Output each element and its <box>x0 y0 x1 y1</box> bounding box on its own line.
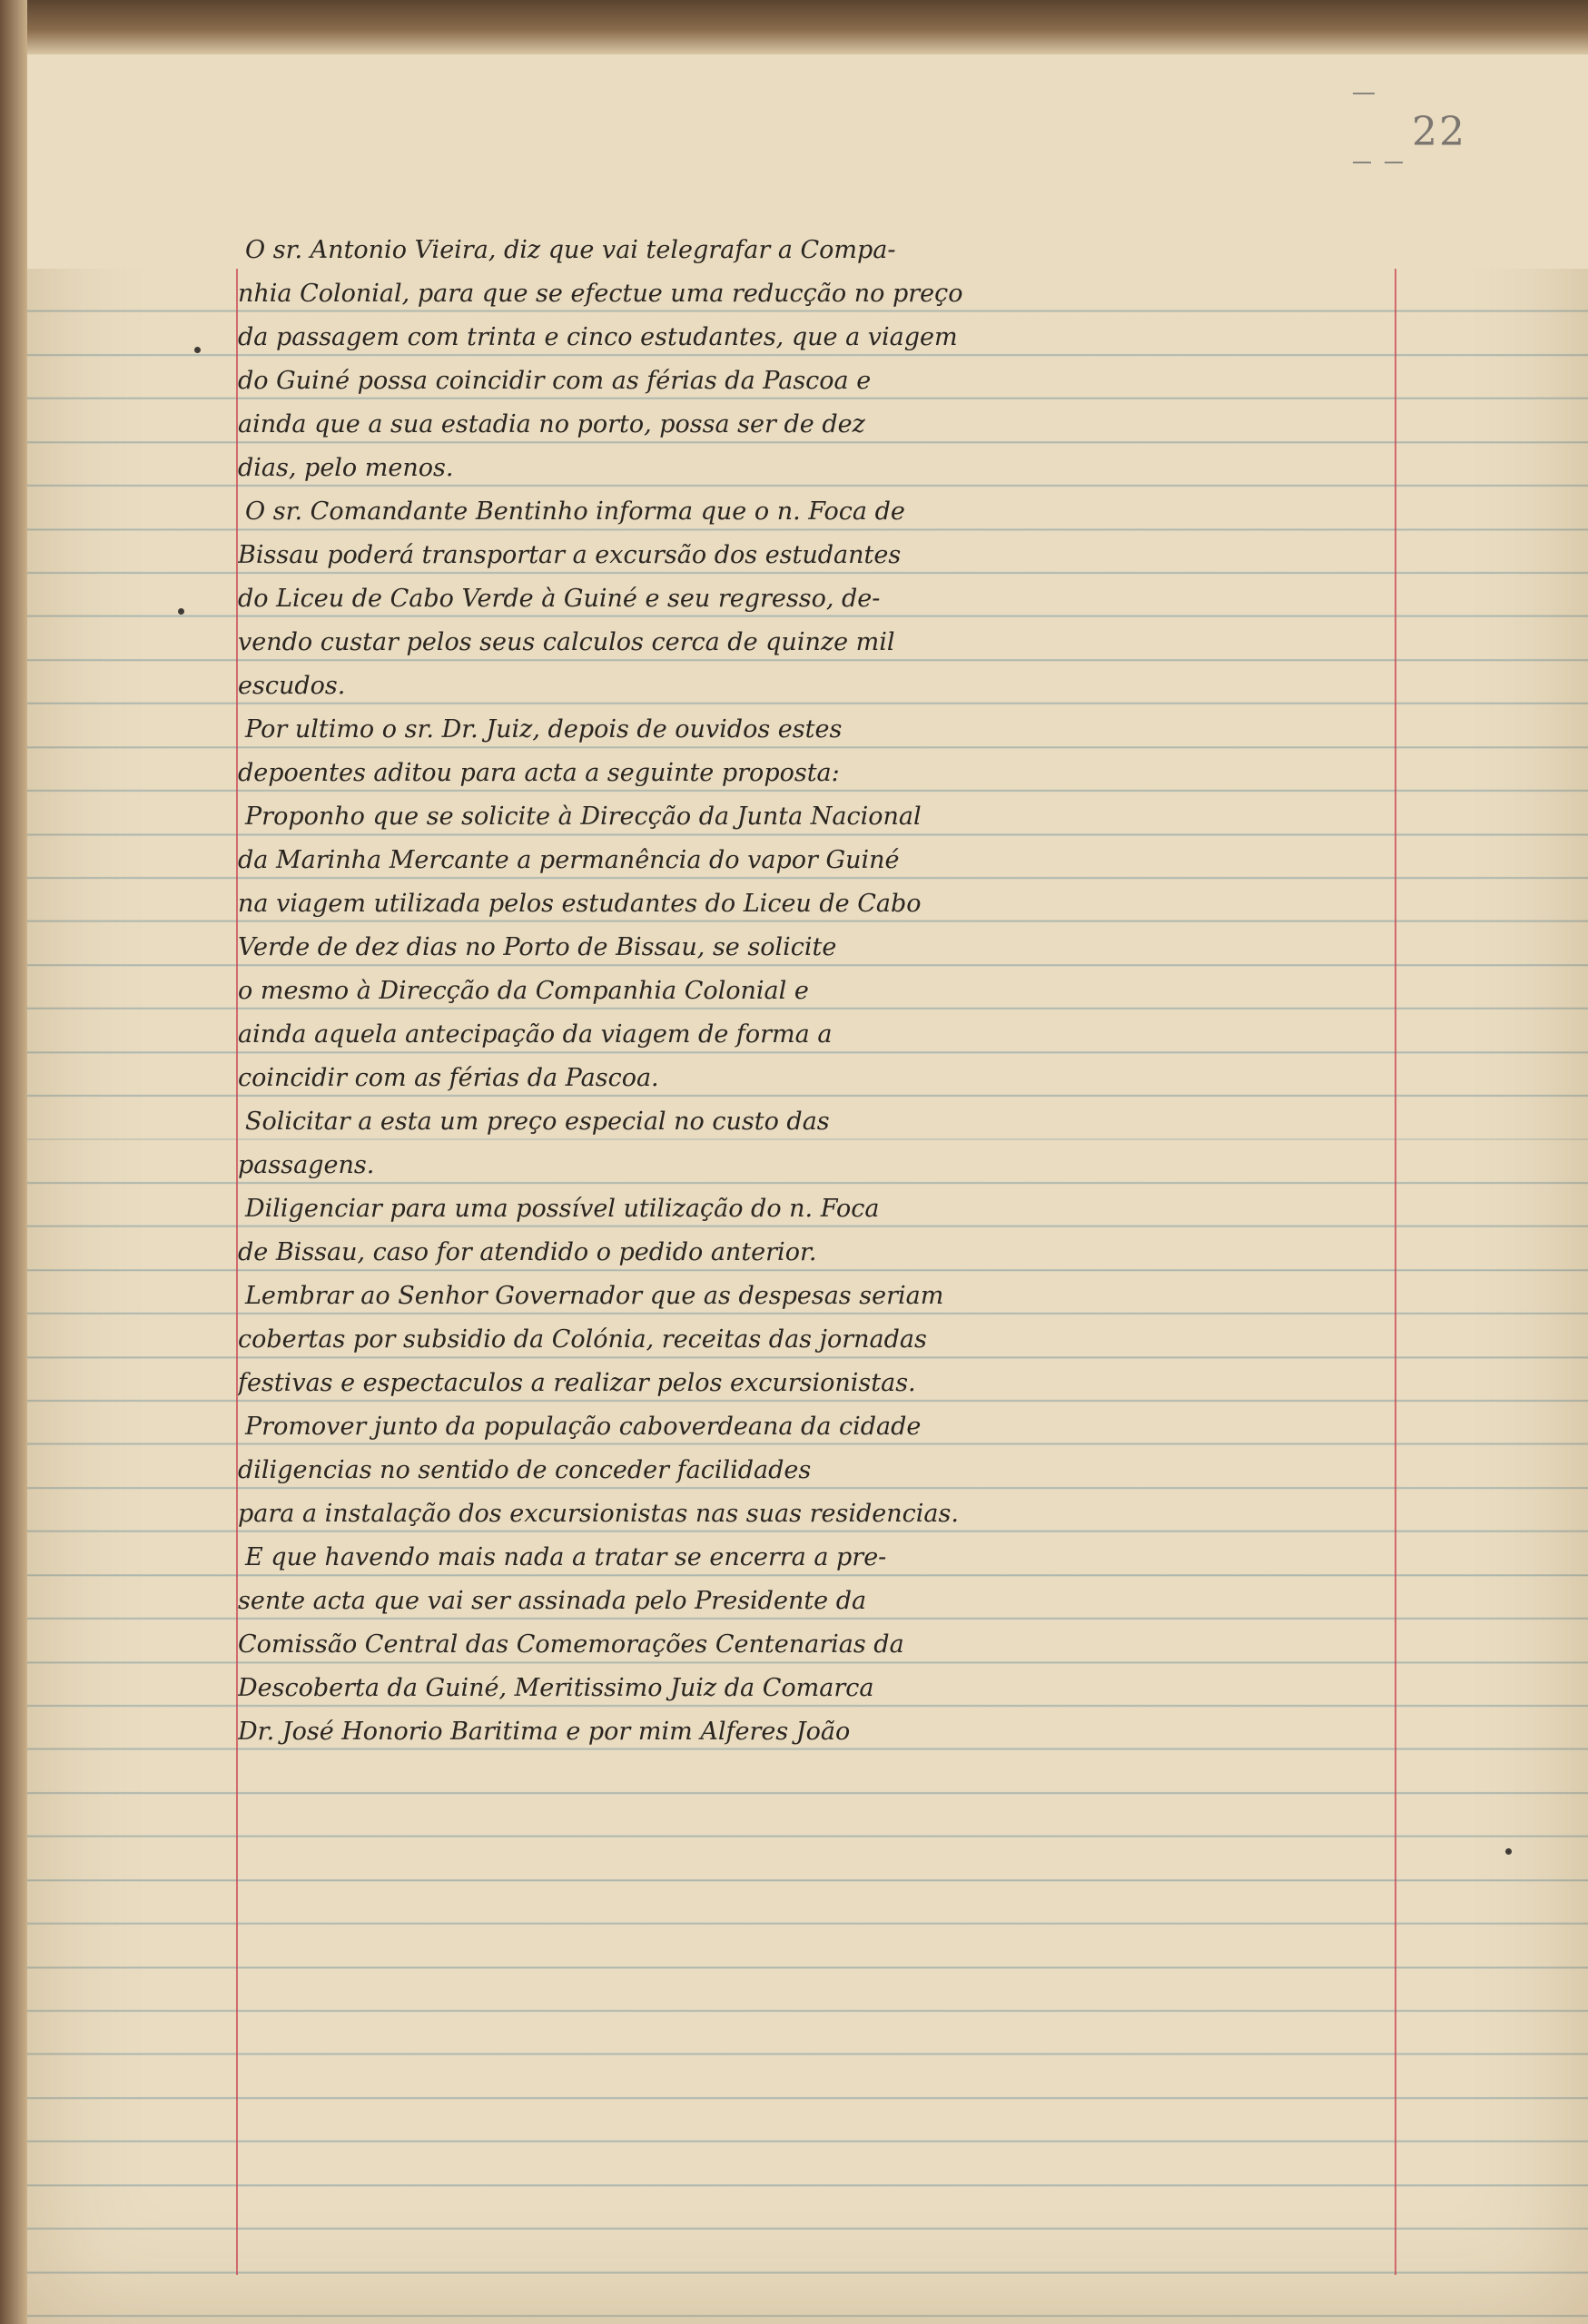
text-line: Proponho que se solicite à Direcção da Junta Nacional <box>245 803 922 831</box>
ink-mark <box>1505 1848 1512 1855</box>
header-dash <box>1385 162 1403 163</box>
text-line: E que havendo mais nada a tratar se encerra a pre- <box>245 1543 887 1571</box>
text-line: passagens. <box>238 1151 375 1179</box>
text-line: Por ultimo o sr. Dr. Juiz, depois de ouvidos estes <box>245 715 843 743</box>
text-line: de Bissau, caso for atendido o pedido anterior. <box>238 1238 817 1266</box>
text-line: Lembrar ao Senhor Governador que as despesas seriam <box>245 1282 944 1310</box>
right-margin-rule <box>1395 269 1396 2275</box>
text-line: Solicitar a esta um preço especial no custo das <box>245 1108 830 1136</box>
text-line: escudos. <box>238 672 346 700</box>
text-line: para a instalação dos excursionistas nas suas residencias. <box>238 1500 959 1528</box>
handwritten-minutes <box>238 229 1393 1754</box>
text-line: da Marinha Mercante a permanência do vapor Guiné <box>238 846 900 874</box>
text-line: ainda que a sua estadia no porto, possa ser de dez <box>238 410 865 438</box>
page-number: 22 <box>1412 109 1466 155</box>
text-line: festivas e espectaculos a realizar pelos excursionistas. <box>238 1369 916 1397</box>
text-line: O sr. Comandante Bentinho informa que o n. Foca de <box>245 497 905 526</box>
text-line: depoentes aditou para acta a seguinte proposta: <box>238 759 840 787</box>
text-line: na viagem utilizada pelos estudantes do Liceu de Cabo <box>238 890 922 918</box>
text-line: cobertas por subsidio da Colónia, receitas das jornadas <box>238 1325 927 1354</box>
text-line: dias, pelo menos. <box>238 454 454 482</box>
header-dash <box>1353 162 1371 163</box>
text-line: ainda aquela antecipação da viagem de forma a <box>238 1020 833 1049</box>
ink-mark <box>194 347 201 353</box>
text-line: diligencias no sentido de conceder facilidades <box>238 1456 812 1484</box>
text-line: Verde de dez dias no Porto de Bissau, se solicite <box>238 933 837 961</box>
text-line: o mesmo à Direcção da Companhia Colonial e <box>238 977 809 1005</box>
text-line: do Guiné possa coincidir com as férias da Pascoa e <box>238 367 872 395</box>
text-line: Bissau poderá transportar a excursão dos estudantes <box>238 541 902 569</box>
book-cover-edge <box>0 0 1588 54</box>
ink-mark <box>178 608 184 615</box>
text-line: Promover junto da população caboverdeana da cidade <box>245 1413 922 1441</box>
text-line: sente acta que vai ser assinada pelo Presidente da <box>238 1587 867 1615</box>
text-line: da passagem com trinta e cinco estudantes, que a viagem <box>238 323 958 351</box>
text-line: vendo custar pelos seus calculos cerca de quinze mil <box>238 628 895 656</box>
text-line: Dr. José Honorio Baritima e por mim Alferes João <box>238 1718 851 1746</box>
text-line: Diligenciar para uma possível utilização do n. Foca <box>245 1195 880 1223</box>
text-line: Descoberta da Guiné, Meritissimo Juiz da Comarca <box>238 1674 874 1702</box>
text-line: nhia Colonial, para que se efectue uma reducção no preço <box>238 280 963 308</box>
text-line: O sr. Antonio Vieira, diz que vai telegrafar a Compa- <box>245 236 896 264</box>
text-line: do Liceu de Cabo Verde à Guiné e seu regresso, de- <box>238 585 881 613</box>
header-dash <box>1353 93 1375 94</box>
book-binding-edge <box>0 0 27 2324</box>
text-line: coincidir com as férias da Pascoa. <box>238 1064 659 1092</box>
text-line: Comissão Central das Comemorações Centenarias da <box>238 1630 904 1659</box>
